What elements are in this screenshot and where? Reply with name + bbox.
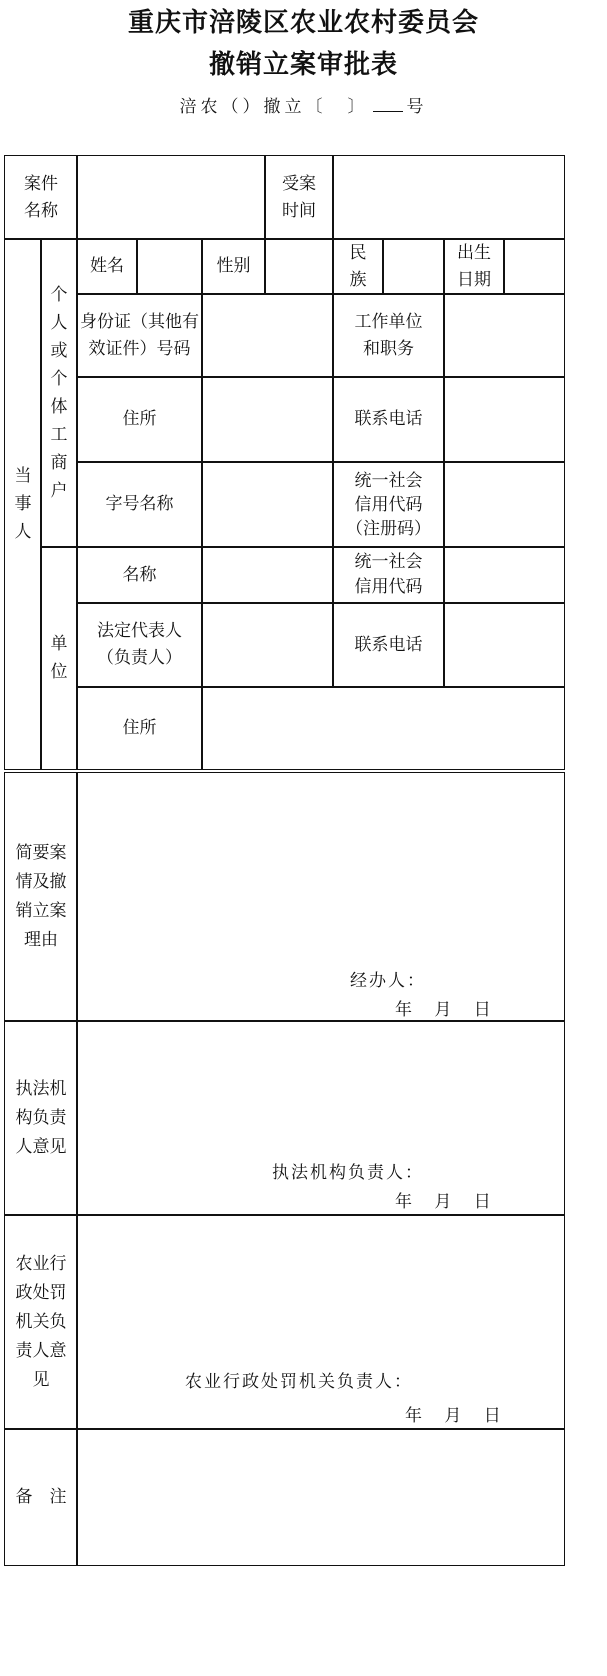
document-number-blank[interactable] — [373, 111, 403, 112]
trade-name-field[interactable] — [201, 461, 334, 548]
ethnicity-label: 民 族 — [332, 238, 384, 295]
case-name-label: 案件 名称 — [4, 155, 78, 240]
gender-label: 性别 — [201, 238, 266, 295]
birth-date-field[interactable] — [503, 238, 565, 295]
document-number-prefix: 涪农（）撤立〔 〕 — [179, 97, 369, 117]
phone-label: 联系电话 — [332, 376, 445, 463]
unit-phone-label: 联系电话 — [332, 602, 445, 688]
name-label: 姓名 — [76, 238, 138, 295]
phone-field[interactable] — [443, 376, 565, 463]
authority-signer-label: 农业行政处罚机关负责人： — [185, 1372, 413, 1392]
address-field[interactable] — [201, 376, 334, 463]
name-field[interactable] — [136, 238, 203, 295]
ethnicity-field[interactable] — [382, 238, 445, 295]
id-number-field[interactable] — [201, 293, 334, 378]
trade-name-label: 字号名称 — [76, 461, 203, 548]
unit-credit-code-field[interactable] — [443, 546, 565, 604]
handler-date: 年 月 日 — [395, 1000, 491, 1020]
party-label: 当 事 人 — [4, 238, 42, 770]
legal-rep-label: 法定代表人 （负责人） — [76, 602, 203, 688]
gender-field[interactable] — [264, 238, 334, 295]
enforcement-date: 年 月 日 — [395, 1192, 491, 1212]
document-number — [0, 92, 607, 117]
enforcement-opinion-label: 执法机 构负责 人意见 — [4, 1020, 78, 1216]
work-unit-label: 工作单位 和职务 — [332, 293, 445, 378]
case-time-field[interactable] — [332, 155, 565, 240]
work-unit-field[interactable] — [443, 293, 565, 378]
enforcement-signer-label: 执法机构负责人： — [272, 1163, 424, 1183]
case-name-field[interactable] — [76, 155, 266, 240]
case-time-label: 受案 时间 — [264, 155, 334, 240]
authority-opinion-field[interactable] — [76, 1214, 565, 1430]
remarks-label: 备 注 — [4, 1428, 78, 1566]
unit-name-label: 名称 — [76, 546, 203, 604]
birth-date-label: 出生 日期 — [443, 238, 505, 295]
unit-name-field[interactable] — [201, 546, 334, 604]
authority-date: 年 月 日 — [405, 1406, 501, 1426]
credit-code-label: 统一社会 信用代码 （注册码） — [332, 461, 445, 548]
document-subtitle: 撤销立案审批表 — [208, 50, 398, 80]
authority-opinion-label: 农业行 政处罚 机关负 责人意 见 — [4, 1214, 78, 1430]
document-title: 重庆市涪陵区农业农村委员会 — [127, 8, 479, 38]
legal-rep-field[interactable] — [201, 602, 334, 688]
summary-field[interactable] — [76, 772, 565, 1022]
remarks-field[interactable] — [76, 1428, 565, 1566]
summary-label: 简要案 情及撤 销立案 理由 — [4, 772, 78, 1022]
party-unit-label: 单 位 — [40, 546, 78, 770]
party-individual-label: 个 人 或 个 体 工 商 户 — [40, 238, 78, 548]
handler-signature-label: 经办人： — [350, 971, 426, 991]
id-number-label: 身份证（其他有 效证件）号码 — [76, 293, 203, 378]
unit-address-field[interactable] — [201, 686, 565, 770]
address-label: 住所 — [76, 376, 203, 463]
unit-address-label: 住所 — [76, 686, 203, 770]
credit-code-field[interactable] — [443, 461, 565, 548]
enforcement-opinion-field[interactable] — [76, 1020, 565, 1216]
document-number-suffix: 号 — [406, 97, 428, 117]
unit-phone-field[interactable] — [443, 602, 565, 688]
unit-credit-code-label: 统一社会 信用代码 — [332, 546, 445, 604]
